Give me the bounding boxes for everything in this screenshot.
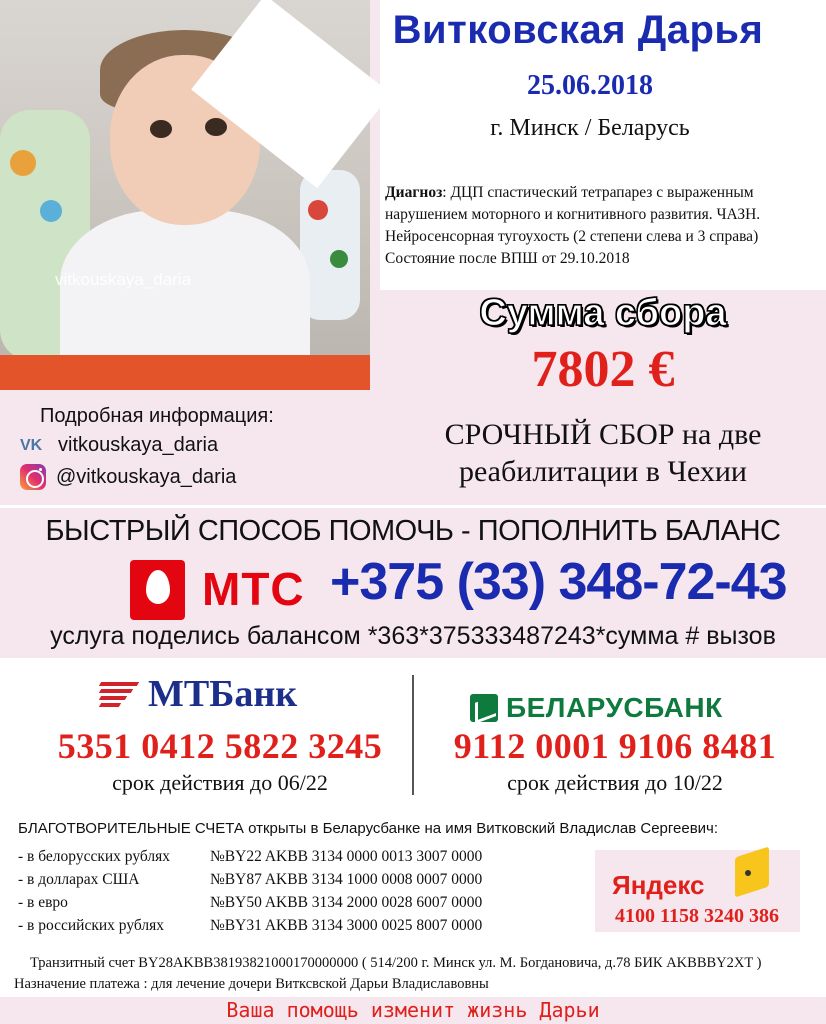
vk-handle[interactable]: vitkouskaya_daria <box>58 434 219 456</box>
toy-dot <box>330 250 348 268</box>
toy-dot <box>10 150 36 176</box>
fast-help-headline: БЫСТРЫЙ СПОСОБ ПОМОЧЬ - ПОПОЛНИТЬ БАЛАНС <box>45 515 781 547</box>
instagram-contact[interactable] <box>20 464 236 490</box>
child-eye <box>205 118 227 136</box>
account-number: №BY50 AKBB 3134 2000 0028 6007 0000 <box>210 894 483 911</box>
fundraising-sum-value: 7802 € <box>531 341 675 398</box>
diagnosis-text: : ДЦП спастический тетрапарез с выраженным <box>442 184 754 201</box>
toy-dot <box>308 200 328 220</box>
account-currency: - в российских рублях <box>18 917 165 934</box>
urgent-line-1: СРОЧНЫЙ СБОР на две <box>444 418 762 451</box>
vk-contact[interactable] <box>20 434 218 457</box>
diagnosis-label: Диагноз <box>385 184 443 201</box>
account-number: №BY22 AKBB 3134 0000 0013 3007 0000 <box>210 848 483 865</box>
footer-slogan: Ваша помощь изменит жизнь Дарьи <box>226 998 600 1022</box>
mtbank-logo <box>100 672 297 716</box>
account-currency: - в долларах США <box>18 871 140 888</box>
belarusbank-icon <box>470 694 498 722</box>
account-currency: - в белорусских рублях <box>18 848 170 865</box>
wing-stripe <box>99 689 133 693</box>
payment-purpose: Назначение платежа : для лечение дочери Витксвской Дарьи Владиславовны <box>14 976 489 992</box>
toy-dot <box>40 200 62 222</box>
birth-date: 25.06.2018 <box>527 70 653 101</box>
location: г. Минск / Беларусь <box>490 115 690 141</box>
fundraising-sum-label: Сумма сбора <box>479 292 727 334</box>
chair-tray <box>0 355 370 390</box>
child-name: Витковская Дарья <box>392 8 764 52</box>
child-eye <box>150 120 172 138</box>
account-row <box>18 917 482 935</box>
yandex-wallet-number: 4100 1158 3240 386 <box>615 905 779 927</box>
account-currency: - в евро <box>18 894 68 911</box>
diagnosis-line: Нейросенсорная тугоухость (2 степени слева и 3 справа) <box>385 228 759 245</box>
instagram-icon <box>20 464 46 490</box>
urgent-line-2: реабилитации в Чехии <box>459 455 747 488</box>
diagnosis-line <box>385 182 825 204</box>
yandex-logo-text: Яндекс <box>612 870 705 900</box>
charity-title-caps: БЛАГОТВОРИТЕЛЬНЫЕ СЧЕТА <box>18 820 244 837</box>
account-row <box>18 871 482 889</box>
instagram-handle[interactable]: @vitkouskaya_daria <box>56 465 237 488</box>
belarusbank-card-expiry: срок действия до 10/22 <box>507 770 723 795</box>
mtbank-card-expiry: срок действия до 06/22 <box>112 770 328 795</box>
diagnosis-block <box>385 182 825 270</box>
mts-service-code: услуга поделись балансом *363*375333487243*сумма # вызов <box>50 622 776 650</box>
belarusbank-logo <box>470 692 723 724</box>
belarusbank-name: БЕЛАРУСБАНК <box>506 692 723 723</box>
mts-egg-icon <box>146 570 170 604</box>
photo-watermark: vitkouskaya_daria <box>55 270 192 289</box>
transit-account: Транзитный счет BY28AKBB38193821000170000000 ( 514/200 г. Минск ул. М. Богдановича, д.78 БИК AKBBBY2XT ) <box>30 955 762 971</box>
account-number: №BY87 AKBB 3134 1000 0008 0007 0000 <box>210 871 483 888</box>
bank-divider <box>412 675 414 795</box>
vk-icon: VK <box>20 436 43 454</box>
mts-logo-text: МТС <box>202 563 305 615</box>
belarusbank-card-number: 9112 0001 9106 8481 <box>453 726 777 766</box>
account-row <box>18 894 482 912</box>
account-row <box>18 848 482 866</box>
charity-accounts-title <box>18 820 718 837</box>
mts-phone-number[interactable]: +375 (33) 348-72-43 <box>330 553 787 611</box>
account-number: №BY31 AKBB 3134 3000 0025 8007 0000 <box>210 917 483 934</box>
wing-stripe <box>99 696 127 700</box>
diagnosis-line: нарушением моторного и когнитивного развития. ЧАЗН. <box>385 206 761 223</box>
contacts-title: Подробная информация: <box>40 405 274 427</box>
wing-stripe <box>99 703 121 707</box>
mtbank-card-number: 5351 0412 5822 3245 <box>57 726 383 766</box>
wing-stripe <box>99 682 139 686</box>
mtbank-wings-icon <box>100 674 142 714</box>
diagnosis-line: Состояние после ВПШ от 29.10.2018 <box>385 250 630 267</box>
wallet-dot-icon <box>745 870 751 876</box>
mtbank-name: МТБанк <box>148 673 298 715</box>
charity-title-rest: открыты в Беларусбанке на имя Витковский Владислав Сергеевич: <box>243 820 719 837</box>
